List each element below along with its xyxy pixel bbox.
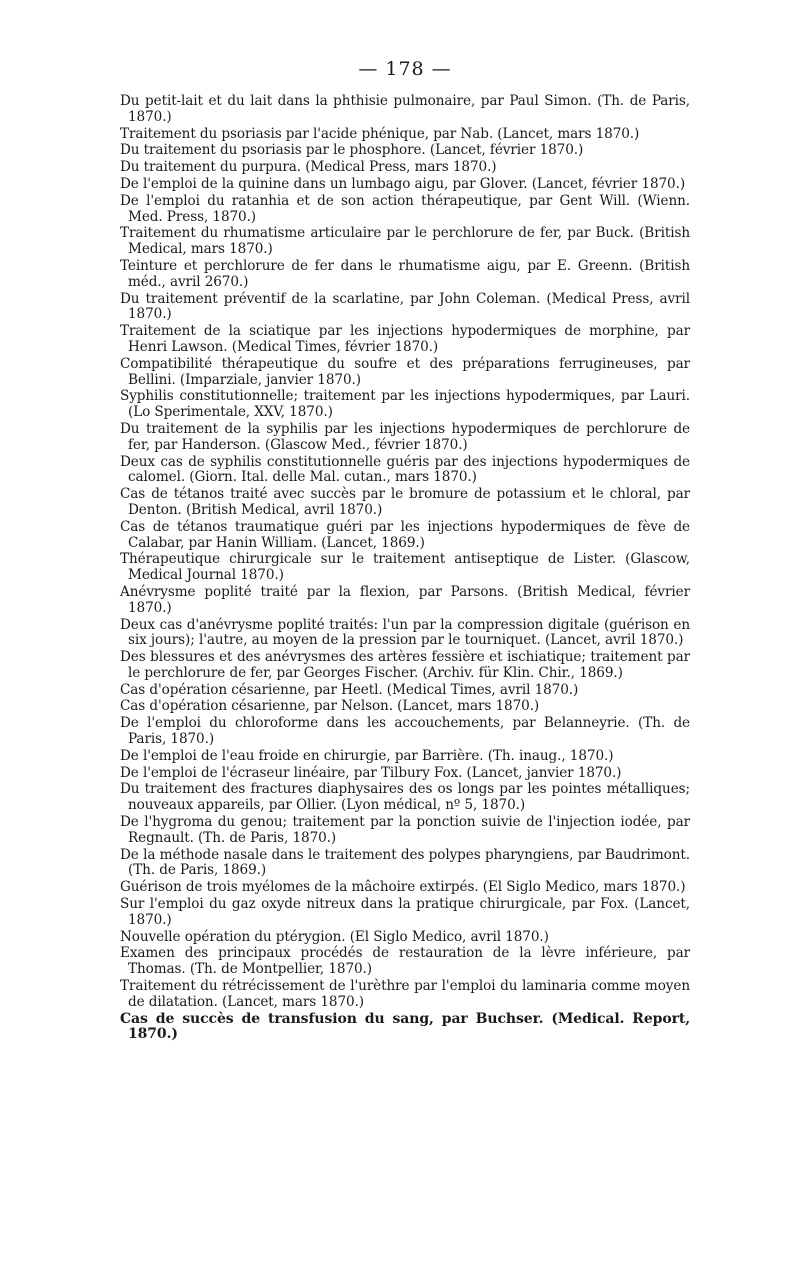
page-number: — 178 — (358, 58, 452, 80)
bibliography-entry: Cas d'opération césarienne, par Heetl. (Medical Times, avril 1870.) (120, 681, 579, 698)
bibliography-entry: Traitement du rétrécissement de l'urèthre par l'emploi du laminaria comme moyen de dilatation. (Lancet, mars 1870.) (120, 978, 690, 1010)
bibliography-entry: De l'emploi de l'écraseur linéaire, par Tilbury Fox. (Lancet, janvier 1870.) (120, 764, 622, 781)
bibliography-entry: De l'emploi du ratanhia et de son action thérapeutique, par Gent Will. (Wienn. Med. Press, 1870.) (120, 192, 690, 225)
bibliography-entry: Guérison de trois myélomes de la mâchoire extirpés. (El Siglo Medico, mars 1870.) (120, 879, 686, 896)
bibliography-entry: Teinture et perchlorure de fer dans le rhumatisme aigu, par E. Greenn. (British méd., avril 2670.) (120, 257, 690, 290)
bibliography-entry: Du petit-lait et du lait dans la phthisie pulmonaire, par Paul Simon. (Th. de Paris, 1870.) (120, 93, 690, 125)
bibliography-entry: Du traitement de la syphilis par les injections hypodermiques de perchlorure de fer, par Handerson. (Glascow Med., février 1870.) (120, 420, 690, 453)
bibliography-entry: De l'emploi du chloroforme dans les accouchements, par Belanneyrie. (Th. de Paris, 1870.) (120, 715, 690, 748)
bibliography-entry: Du traitement du purpura. (Medical Press, mars 1870.) (120, 159, 497, 176)
bibliography-entry: De la méthode nasale dans le traitement des polypes pharyngiens, par Baudrimont. (Th. de Paris, 1869.) (120, 846, 690, 879)
bibliography-entry: De l'emploi de la quinine dans un lumbago aigu, par Glover. (Lancet, février 1870.) (120, 175, 686, 192)
bibliography-entry: Syphilis constitutionnelle; traitement par les injections hypodermiques, par Lauri. (Lo Sperimentale, XXV, 1870.) (120, 388, 690, 421)
bibliography-entry: Du traitement des fractures diaphysaires des os longs par les pointes métalliques; nouveaux appareils, par Ollier. (Lyon médical, nº 5, 1870.) (120, 781, 690, 814)
bibliography-entry: Cas de tétanos traité avec succès par le bromure de potassium et le chloral, par Denton. (British Medical, avril 1870.) (120, 486, 690, 518)
bibliography-entry: Anévrysme poplité traité par la flexion, par Parsons. (British Medical, février 1870.) (120, 583, 690, 616)
bibliography-entry: Des blessures et des anévrysmes des artères fessière et ischiatique; traitement par le perchlorure de fer, par Georges Fischer. (Archiv. für Klin. Chir., 1869.) (120, 649, 690, 681)
bibliography-entry: Traitement du psoriasis par l'acide phénique, par Nab. (Lancet, mars 1870.) (120, 125, 640, 142)
bibliography-entry: Traitement du rhumatisme articulaire par le perchlorure de fer, par Buck. (British Medical, mars 1870.) (120, 225, 690, 258)
bibliography-entry: Traitement de la sciatique par les injections hypodermiques de morphine, par Henri Lawson. (Medical Times, février 1870.) (120, 323, 690, 355)
bibliography-entry: Nouvelle opération du ptérygion. (El Siglo Medico, avril 1870.) (120, 928, 549, 945)
bibliography-list (120, 94, 690, 1043)
bibliography-entry: Cas de tétanos traumatique guéri par les injections hypodermiques de fève de Calabar, par Hanin William. (Lancet, 1869.) (120, 518, 690, 551)
bibliography-entry: Cas d'opération césarienne, par Nelson. (Lancet, mars 1870.) (120, 698, 540, 715)
bibliography-entry: Deux cas d'anévrysme poplité traités: l'un par la compression digitale (guérison en six jours); l'autre, au moyen de la pression par le tourniquet. (Lancet, avril 1870.) (120, 616, 690, 649)
bibliography-entry: Du traitement préventif de la scarlatine, par John Coleman. (Medical Press, avril 1870.) (120, 290, 690, 323)
bibliography-entry: Du traitement du psoriasis par le phosphore. (Lancet, février 1870.) (120, 142, 584, 159)
bibliography-entry: Examen des principaux procédés de restauration de la lèvre inférieure, par Thomas. (Th. de Montpellier, 1870.) (120, 945, 690, 978)
bibliography-entry: De l'hygroma du genou; traitement par la ponction suivie de l'injection iodée, par Regnault. (Th. de Paris, 1870.) (120, 814, 690, 846)
bibliography-entry: Cas de succès de transfusion du sang, par Buchser. (Medical. Report, 1870.) (120, 1010, 690, 1043)
bibliography-entry: Compatibilité thérapeutique du soufre et des préparations ferrugineuses, par Bellini. (Imparziale, janvier 1870.) (120, 355, 690, 388)
bibliography-entry: Deux cas de syphilis constitutionnelle guéris par des injections hypodermiques de calomel. (Giorn. Ital. delle Mal. cutan., mars 1870.) (120, 453, 690, 486)
bibliography-entry: Thérapeutique chirurgicale sur le traitement antiseptique de Lister. (Glascow, Medical Journal 1870.) (120, 551, 690, 584)
bibliography-entry: De l'emploi de l'eau froide en chirurgie, par Barrière. (Th. inaug., 1870.) (120, 747, 614, 764)
bibliography-entry: Sur l'emploi du gaz oxyde nitreux dans la pratique chirurgicale, par Fox. (Lancet, 1870.) (120, 896, 690, 928)
